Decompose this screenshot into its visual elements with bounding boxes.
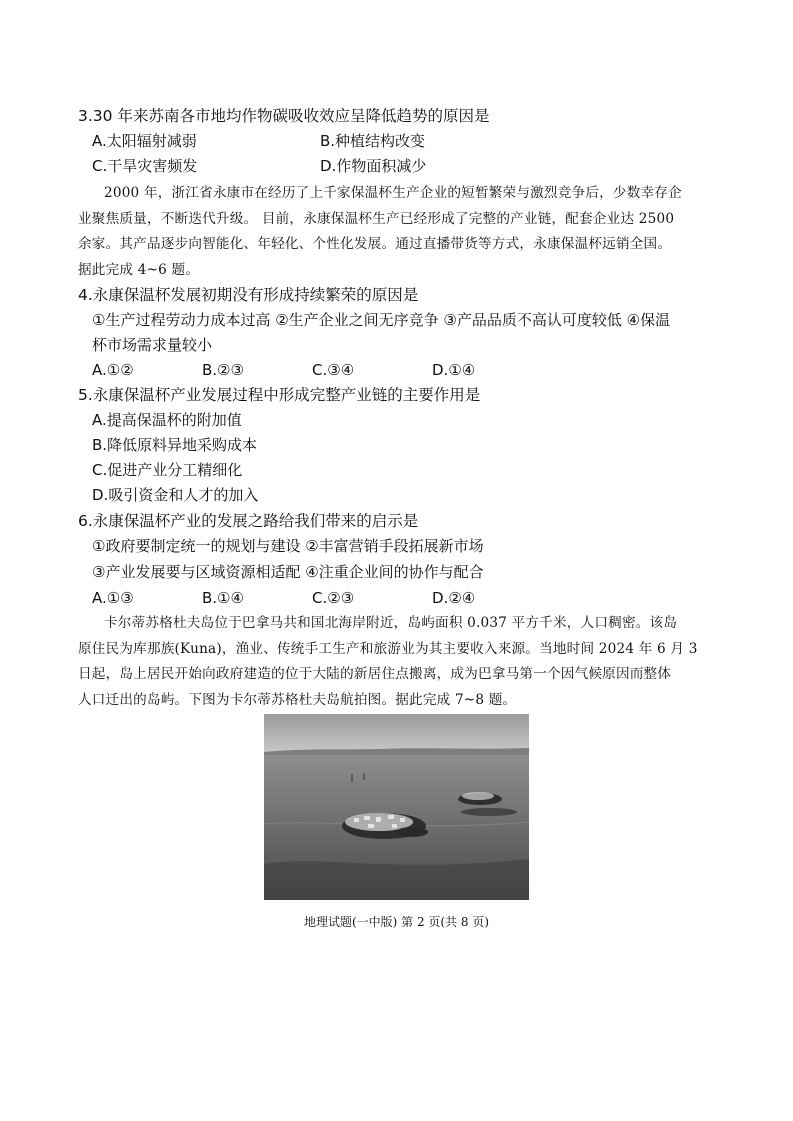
q6-items-line-1: ①政府要制定统一的规划与建设 ②丰富营销手段拓展新市场 [92,537,484,555]
q3-option-d: D.作物面积减少 [320,157,427,175]
q6-option-a: A.①③ [92,589,134,607]
q6-option-d: D.②④ [432,589,476,607]
question-6-stem: 6.永康保温杯产业的发展之路给我们带来的启示是 [78,512,419,530]
passage1-line-1: 2000 年，浙江省永康市在经历了上千家保温杯生产企业的短暂繁荣与激烈竞争后，少数幸存企 [104,185,682,201]
q4-option-b: B.②③ [202,361,244,379]
question-5-stem: 5.永康保温杯产业发展过程中形成完整产业链的主要作用是 [78,386,481,404]
q6-items-line-2: ③产业发展要与区域资源相适配 ④注重企业间的协作与配合 [92,563,484,581]
passage2-line-2: 原住民为库那族(Kuna)，渔业、传统手工生产和旅游业为其主要收入来源。当地时间 2024 年 6 月 3 [78,640,698,657]
q6-option-b: B.①④ [202,589,244,607]
q4-option-d: D.①④ [432,361,476,379]
page-footer: 地理试题(一中版) 第 2 页(共 8 页) [303,915,490,929]
q4-option-c: C.③④ [312,361,355,379]
q4-items-line-1: ①生产过程劳动力成本过高 ②生产企业之间无序竞争 ③产品品质不高认可度较低 ④保温 [92,311,671,329]
question-4-stem: 4.永康保温杯发展初期没有形成持续繁荣的原因是 [78,286,419,304]
sky [264,714,529,754]
q5-option-d: D.吸引资金和人才的加入 [92,486,259,504]
q5-option-c: C.促进产业分工精细化 [92,461,243,479]
passage2-line-1: 卡尔蒂苏格杜夫岛位于巴拿马共和国北海岸附近，岛屿面积 0.037 平方千米，人口稠密。该岛 [104,615,678,631]
q5-option-a: A.提高保温杯的附加值 [92,411,242,429]
passage2-line-3: 日起，岛上居民开始向政府建造的位于大陆的新居住点搬离，成为巴拿马第一个因气候原因而整体 [78,666,672,682]
question-3-stem: 3.30 年来苏南各市地均作物碳吸收效应呈降低趋势的原因是 [78,107,490,125]
q3-option-b: B.种植结构改变 [320,132,426,150]
q3-option-c: C.干旱灾害频发 [92,157,198,175]
passage1-line-3: 余家。其产品逐步向智能化、年轻化、个性化发展。通过直播带货等方式，永康保温杯远销全国。 [78,236,672,252]
island-aerial-photo [264,714,529,900]
q6-option-c: C.②③ [312,589,355,607]
q5-option-b: B.降低原料异地采购成本 [92,436,258,454]
passage1-line-4: 据此完成 4~6 题。 [78,261,200,278]
q4-items-line-2: 杯市场需求量较小 [92,336,213,354]
q4-option-a: A.①② [92,361,134,379]
q3-option-a: A.太阳辐射减弱 [92,132,197,150]
passage-island [78,611,718,713]
passage1-line-2: 业聚焦质量，不断迭代升级。 目前，永康保温杯生产已经形成了完整的产业链，配套企业达 2500 [78,210,675,227]
passage2-line-4: 人口迁出的岛屿。下图为卡尔蒂苏格杜夫岛航拍图。据此完成 7~8 题。 [78,691,517,708]
passage-yongkang [78,181,718,283]
shallow-water [264,859,529,900]
island-aerial-illustration [264,714,529,900]
